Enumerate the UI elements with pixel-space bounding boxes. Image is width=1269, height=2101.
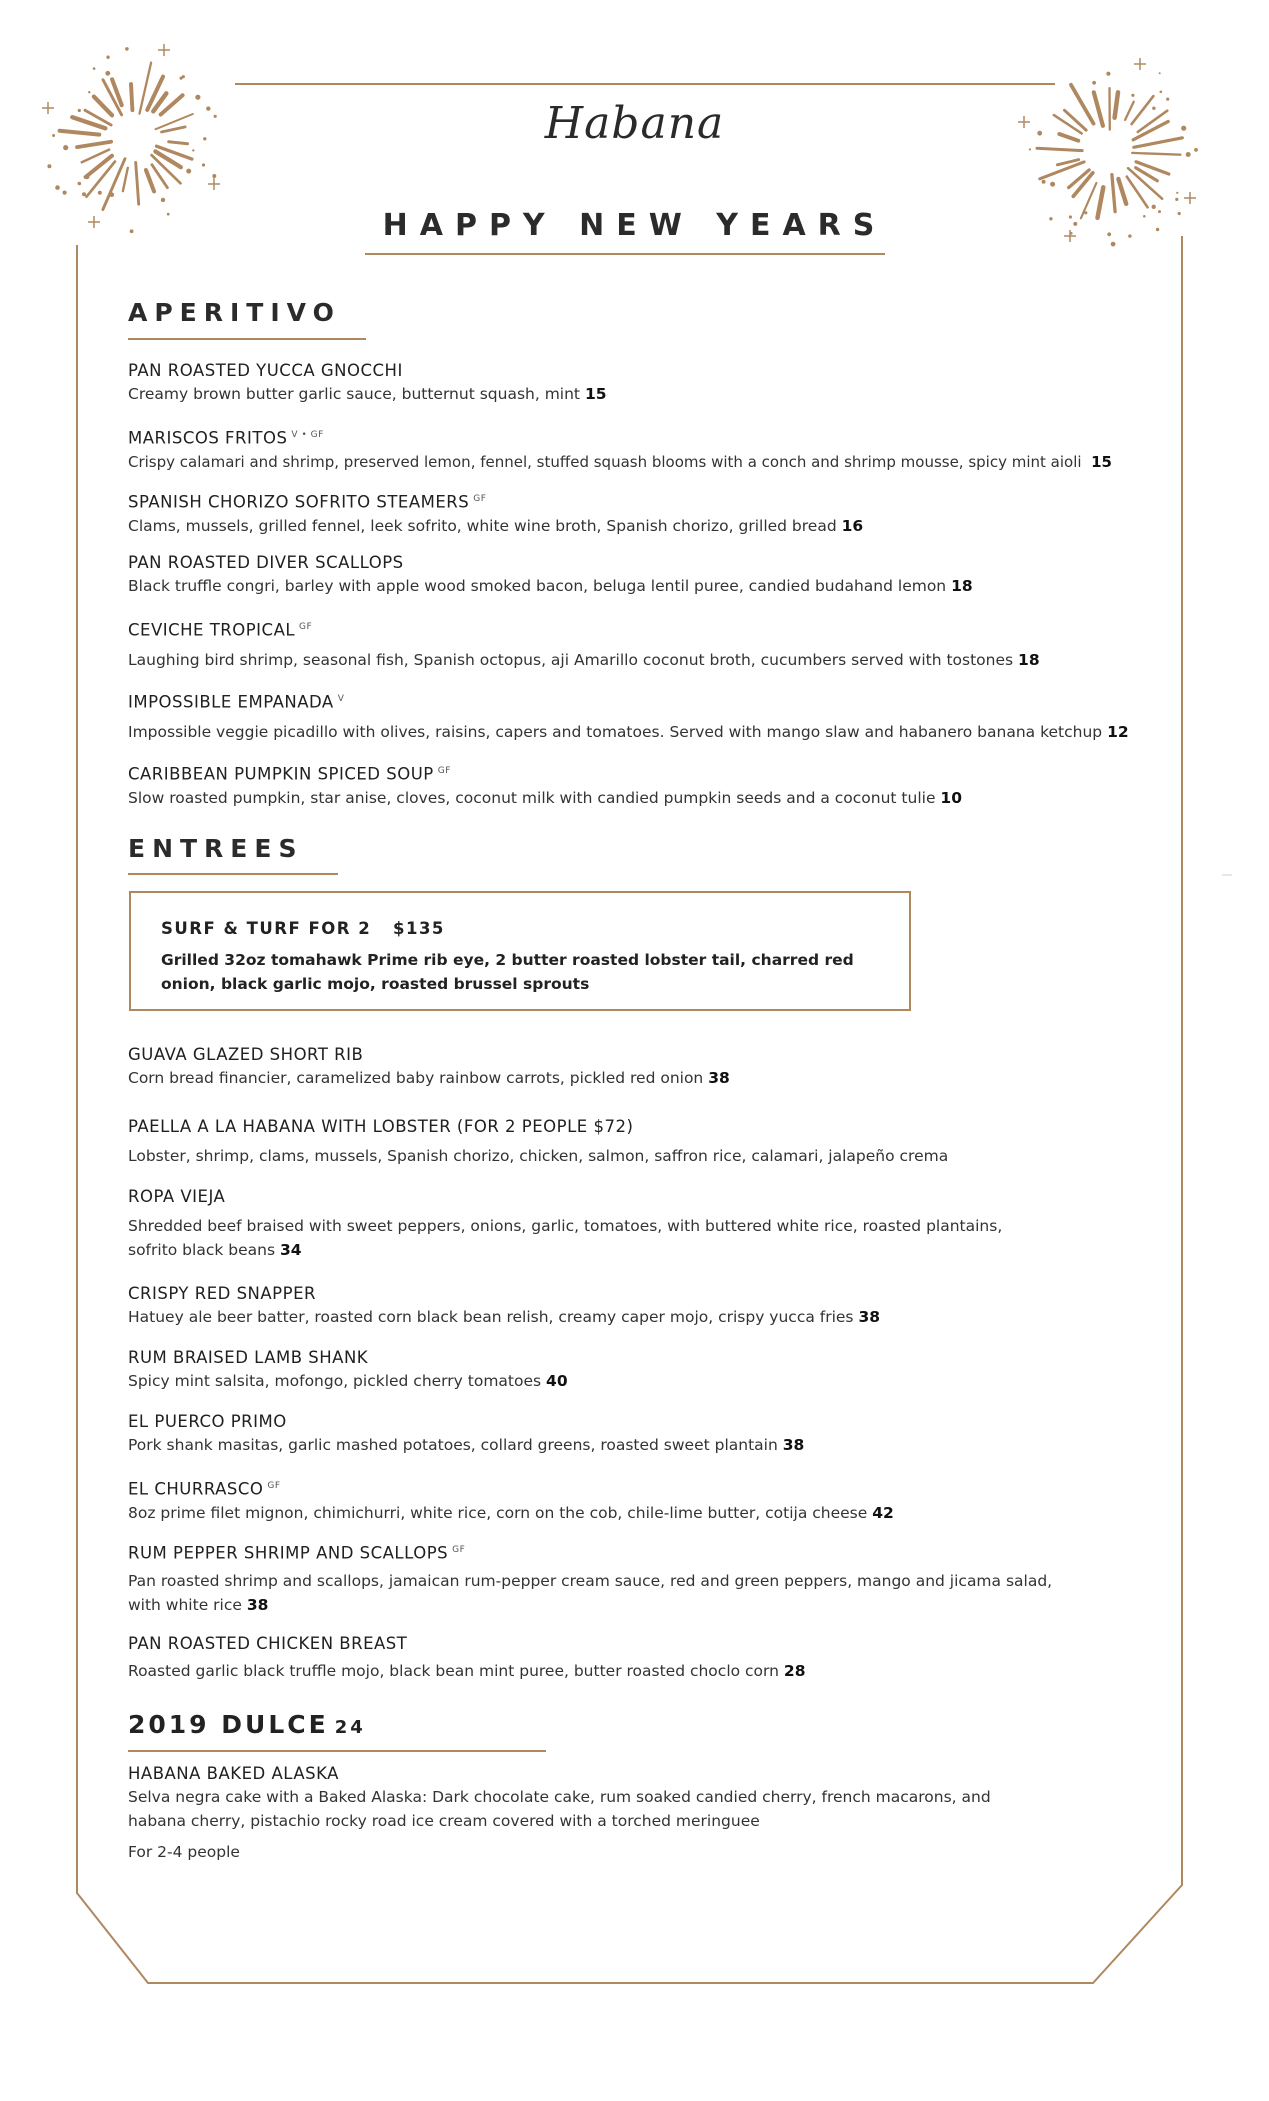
item-name: ROPA VIEJA	[128, 1187, 226, 1206]
item-name: PAN ROASTED CHICKEN BREAST	[128, 1634, 408, 1653]
item-price: 18	[951, 577, 973, 595]
item-desc: Black truffle congri, barley with apple wood smoked bacon, beluga lentil puree, candied budahand lemon 18	[128, 577, 973, 595]
page-title: HAPPY NEW YEARS	[382, 208, 887, 243]
item-name: CRISPY RED SNAPPER	[128, 1284, 316, 1303]
featured-item-desc: Grilled 32oz tomahawk Prime rib eye, 2 butter roasted lobster tail, charred red onion, black garlic mojo, roasted brussel sprouts	[161, 951, 854, 993]
section-divider-entrees	[128, 873, 338, 875]
item-price: 15	[584, 385, 607, 403]
menu-item	[128, 1475, 1158, 1525]
item-desc: Lobster, shrimp, clams, mussels, Spanish chorizo, chicken, salmon, saffron rice, calamari, jalapeño crema	[128, 1147, 949, 1165]
item-desc: Slow roasted pumpkin, star anise, cloves, coconut milk with candied pumpkin seeds and a coconut tulie 10	[128, 788, 962, 807]
item-name: CARIBBEAN PUMPKIN SPICED SOUP $^{GF}$	[128, 764, 451, 784]
item-price: 18	[1018, 650, 1040, 669]
menu-item	[128, 424, 1168, 474]
item-desc: Creamy brown butter garlic sauce, butternut squash, mint 15	[128, 385, 607, 403]
item-desc: Corn bread financier, caramelized baby rainbow carrots, pickled red onion 38	[128, 1069, 730, 1087]
item-desc: Impossible veggie picadillo with olives, raisins, capers and tomatoes. Served with mango slaw and habanero banana ketchup 12	[128, 722, 1129, 741]
item-desc: Roasted garlic black truffle mojo, black bean mint puree, butter roasted choclo corn 28	[128, 1662, 806, 1680]
featured-item-price: $135	[392, 919, 445, 938]
menu-item	[128, 1763, 1028, 1833]
item-desc: Pork shank masitas, garlic mashed potatoes, collard greens, roasted sweet plantain 38	[128, 1436, 805, 1454]
item-desc: Laughing bird shrimp, seasonal fish, Spanish octopus, aji Amarillo coconut broth, cucumbers served with tostones 18	[128, 650, 1040, 669]
menu-item	[128, 1044, 1158, 1090]
item-name: IMPOSSIBLE EMPANADA $^V$	[128, 692, 345, 712]
item-name: RUM BRAISED LAMB SHANK	[128, 1348, 369, 1367]
item-price: 38	[246, 1595, 269, 1614]
title-divider	[365, 253, 885, 255]
section-divider-dulce	[128, 1750, 546, 1752]
item-price: 34	[279, 1241, 302, 1259]
section-divider-aperitivo	[128, 338, 366, 340]
item-price: 12	[1107, 722, 1129, 741]
item-price: 28	[783, 1662, 806, 1680]
menu-item	[128, 760, 1158, 810]
serving-note: For 2-4 people	[128, 1843, 240, 1861]
menu-item	[128, 1116, 1158, 1168]
item-price: 15	[1091, 452, 1112, 471]
dietary-tag: V	[337, 694, 345, 704]
item-name: EL PUERCO PRIMO	[128, 1412, 287, 1431]
item-name: RUM PEPPER SHRIMP AND SCALLOPS $^{GF}$	[128, 1543, 466, 1563]
featured-item-box	[129, 891, 911, 1011]
section-title-entrees: ENTREES	[128, 834, 304, 863]
item-desc: Selva negra cake with a Baked Alaska: Dark chocolate cake, rum soaked candied cherry, french macarons, and habana cherry, pistachio rocky road ice cream covered with a torched meringuee	[128, 1788, 991, 1830]
section-title-dulce: 2019 DULCE 24	[128, 1710, 366, 1739]
menu-item	[128, 1186, 1028, 1262]
item-name: CEVICHE TROPICAL $^{GF}$	[128, 620, 313, 640]
menu-item	[128, 552, 1158, 598]
item-desc: 8oz prime filet mignon, chimichurri, white rice, corn on the cob, chile-lime butter, cotija cheese 42	[128, 1503, 894, 1522]
item-name: PAN ROASTED YUCCA GNOCCHI	[128, 361, 403, 380]
item-name: GUAVA GLAZED SHORT RIB	[128, 1045, 364, 1064]
item-desc: Clams, mussels, grilled fennel, leek sofrito, white wine broth, Spanish chorizo, grilled bread 16	[128, 516, 864, 535]
item-name: HABANA BAKED ALASKA	[128, 1764, 339, 1783]
section-title-aperitivo: APERITIVO	[128, 298, 341, 327]
habana-logo: Habana	[544, 98, 725, 149]
dietary-tag: GF	[437, 766, 451, 776]
menu-item	[128, 688, 1158, 744]
item-name: SPANISH CHORIZO SOFRITO STEAMERS $^{GF}$	[128, 492, 487, 512]
item-price: 38	[708, 1069, 730, 1087]
item-desc: Crispy calamari and shrimp, preserved lemon, fennel, stuffed squash blooms with a conch and shrimp mousse, spicy mint aioli 15	[128, 452, 1112, 471]
item-name: MARISCOS FRITOS $^{V • GF}$	[128, 428, 324, 448]
item-name: EL CHURRASCO $^{GF}$	[128, 1479, 281, 1499]
item-price: 38	[858, 1308, 881, 1326]
item-desc: Pan roasted shrimp and scallops, jamaican rum-pepper cream sauce, red and green peppers, mango and jicama salad, with white rice 38	[128, 1571, 1053, 1614]
item-price: 10	[940, 788, 962, 807]
menu-item	[128, 1411, 1158, 1457]
item-desc: Shredded beef braised with sweet peppers, onions, garlic, tomatoes, with buttered white rice, roasted plantains, sofrito black beans 34	[128, 1217, 1003, 1259]
dietary-tag: GF	[267, 1481, 281, 1491]
item-price: 38	[782, 1436, 805, 1454]
menu-item	[128, 360, 1158, 406]
dietary-tag: GF	[452, 1545, 466, 1555]
menu-item	[128, 1347, 1158, 1393]
featured-item-title: SURF & TURF FOR 2 $135	[161, 919, 445, 938]
dietary-tag: GF	[473, 494, 487, 504]
menu-item	[128, 1539, 1088, 1617]
item-desc: Spicy mint salsita, mofongo, pickled cherry tomatoes 40	[128, 1372, 568, 1390]
item-price: 40	[546, 1372, 568, 1390]
item-price: 16	[841, 516, 864, 535]
item-price: 42	[872, 1503, 894, 1522]
dietary-tag: GF	[299, 622, 313, 632]
menu-item	[128, 488, 1158, 538]
menu-item	[128, 616, 1158, 672]
dietary-tag: V • GF	[291, 430, 324, 440]
menu-item	[128, 1633, 1158, 1683]
dulce-price: 24	[334, 1717, 366, 1738]
menu-item	[128, 1283, 1158, 1329]
item-name: PAELLA A LA HABANA WITH LOBSTER (FOR 2 PEOPLE $72)	[128, 1117, 634, 1136]
item-name: PAN ROASTED DIVER SCALLOPS	[128, 553, 404, 572]
item-desc: Hatuey ale beer batter, roasted corn black bean relish, creamy caper mojo, crispy yucca fries 38	[128, 1308, 881, 1326]
